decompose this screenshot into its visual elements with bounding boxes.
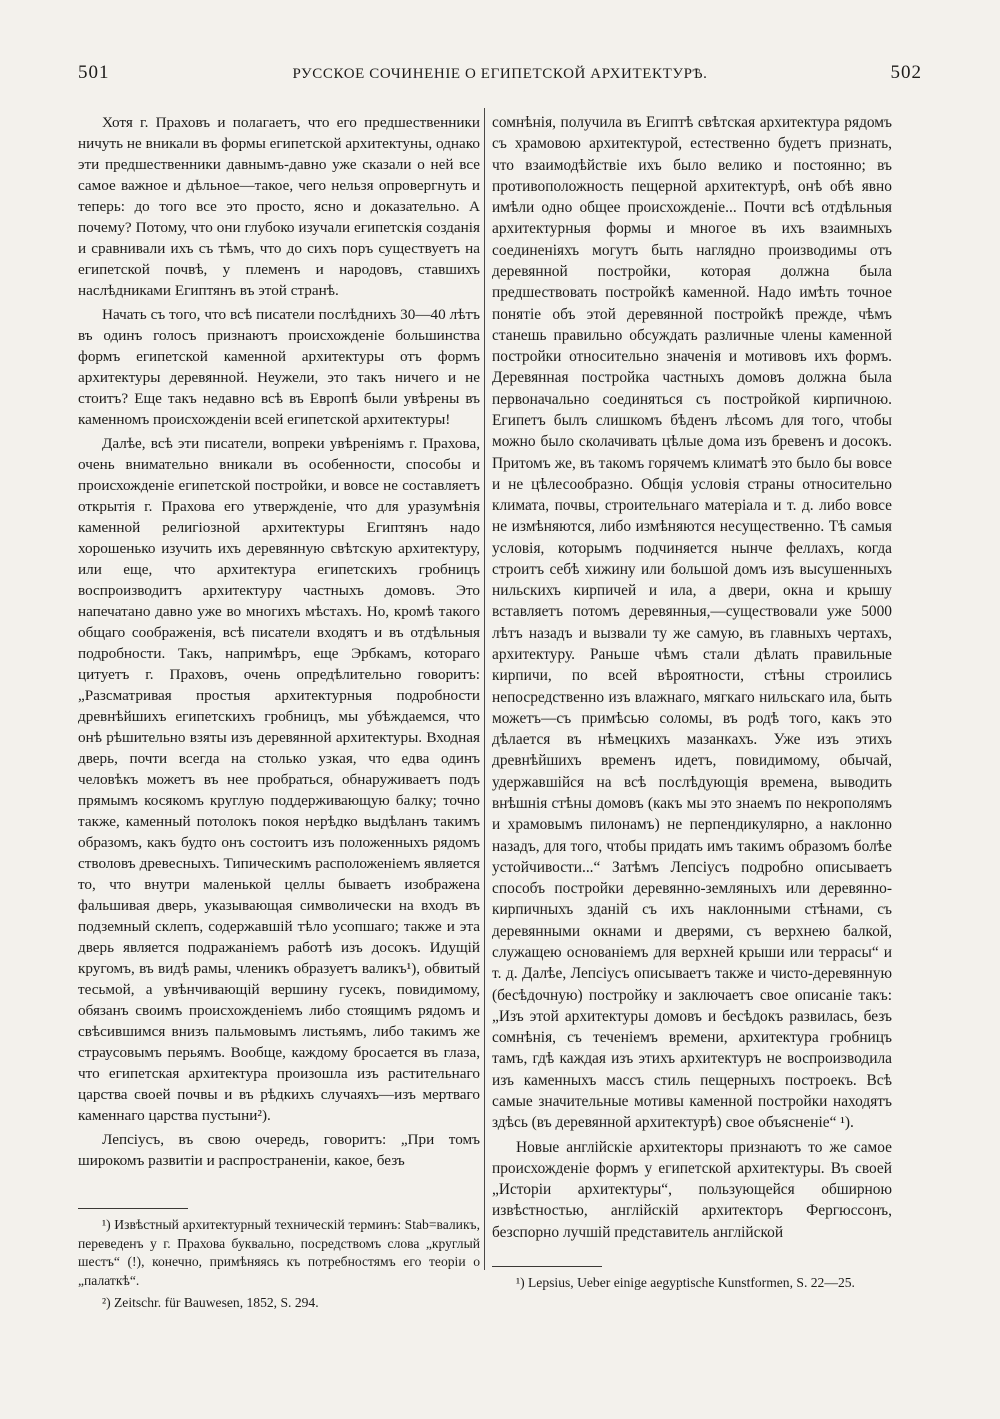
- left-footnotes: [78, 1216, 480, 1317]
- footnote: ²) Zeitschr. für Bauwesen, 1852, S. 294.: [102, 1295, 319, 1311]
- paragraph: Далѣе, всѣ эти писатели, вопреки увѣреніямъ г. Прахова, очень внимательно вникали въ особенности, способы и происхожденіе египетской постройки, и вовсе не составляетъ открытія г. Прахова его утвержденіе, что для уразумѣнія каменной религіозной архитектуры Египтянъ надо хорошенько изучить ихъ деревянную свѣтскую архитектуру, или еще, что архитектура египетскихъ гробницъ воспроизводитъ архитектуру частныхъ домовъ. Это напечатано давно уже во многихъ мѣстахъ. Но, кромѣ такого общаго соображенія, всѣ писатели входятъ и въ отдѣльныя подробности. Такъ, напримѣръ, еще Эрбкамъ, котораго цитуетъ г. Праховъ, очень опредѣлительно говоритъ: „Разсматривая простыя архитектурныя подробности древнѣйшихъ египетскихъ гробницъ, мы убѣждаемся, что онѣ рѣшительно взяты изъ деревянной архитектуры. Входная дверь, почти всегда на столько узкая, что едва одинъ человѣкъ можетъ въ нее пробраться, обнаруживаетъ подъ прямымъ косякомъ круглую поддерживающую балку; точно также, каменный потолокъ покоя нерѣдко выдѣланъ такимъ образомъ, какъ будто онъ состоитъ изъ положенныхъ рядомъ стволовъ древесныхъ. Типическимъ расположеніемъ является то, что внутри маленькой целлы бываетъ изображена фальшивая дверь, указывающая символически на входъ въ подземный склепъ, содержавшій тѣло усопшаго; также и эта дверь является подражаніемъ работѣ изъ досокъ. Идущій кругомъ, въ видѣ рамы, членикъ образуетъ валикъ¹), обвитый тесьмой, а увѣнчивающій вершину гусекъ, повидимому, обязанъ своимъ происхожденіемъ либо стоящимъ рядомъ и свѣсившимся внизъ пальмовымъ листьямъ, либо такимъ же страусовымъ перьямъ. Вообще, каждому бросается въ глаза, что египетская архитектура произошла изъ растительнаго царства своей почвы и въ рѣдкихъ случаяхъ—изъ мертваго каменнаго царства пустыни²).: [78, 435, 480, 1124]
- paragraph: Новые англійскіе архитекторы признаютъ то же самое происхожденіе формъ у египетской архитектуры. Въ своей „Исторіи архитектуры“, пользующейся обширною извѣстностью, англійскій архитекторъ Фергюссонъ, безспорно лучшій представитель англійской: [492, 1138, 892, 1241]
- left-column: [78, 112, 480, 1174]
- left-page-number: 501: [78, 62, 110, 83]
- footnote: ¹) Lepsius, Ueber einige aegyptische Kunstformen, S. 22—25.: [516, 1275, 855, 1290]
- column-divider: [484, 108, 485, 1270]
- paragraph: Хотя г. Праховъ и полагаетъ, что его предшественники ничуть не вникали въ формы египетской архитектуны, однако эти предшественники давнымъ-давно уже сказали о ней все самое важное и дѣльное—такое, чего нельзя опровергнуть и теперь: до того все это просто, ясно и доказательно. А почему? Потому, что они глубоко изучали египетскія созданія и сравнивали ихъ съ тѣмъ, что до сихъ поръ существуетъ на египетской почвѣ, у племенъ и народовъ, ставшихъ наслѣдниками Египтянъ въ этой странѣ.: [78, 114, 480, 299]
- footnote-rule-left: [78, 1208, 188, 1209]
- page-header: [78, 62, 922, 90]
- paragraph: сомнѣнія, получила въ Египтѣ свѣтская архитектура рядомъ съ храмовою архитектурой, естественно будетъ признать, что взаимодѣйствіе ихъ было велико и постоянно; въ противоположность пещерной архитектурѣ, онѣ обѣ явно имѣли одно общее происхожденіе... Почти всѣ отдѣльныя архитектурныя формы и многое въ ихъ взаимныхъ соединеніяхъ могутъ быть наглядно производимы отъ деревянной постройки, которая должна была предшествовать постройкѣ каменной. Надо имѣть точное понятіе объ этой деревянной постройкѣ прежде, чѣмъ станешь правильно обсуждать различные члены каменной постройки относительно значенія и мотивовъ ихъ формъ. Деревянная постройка частныхъ домовъ должна была первоначально соединяться съ постройкой кирпичною. Египетъ былъ слишкомъ бѣденъ лѣсомъ для того, чтобы можно было сколачивать цѣлые дома изъ бревенъ и досокъ. Притомъ же, въ такомъ горячемъ климатѣ это было бы вовсе и не цѣлесообразно. Общія условія страны относительно климата, почвы, строительнаго матеріала и т. д. либо вовсе не измѣняются, либо измѣняются несущественно. Тѣ самыя условія, которымъ подчиняется нынче феллахъ, когда строитъ себѣ хижину или большой домъ изъ высушенныхъ нильскихъ кирпичей и ила, а двери, окна и крышу вставляетъ потомъ деревянныя,—существовали уже 5000 лѣтъ назадъ и вызвали ту же самую, въ главныхъ чертахъ, архитектуру. Раньше чѣмъ стали дѣлать правильные кирпичи, по всей вѣроятности, стѣны строились непосредственно изъ влажнаго, мягкаго нильскаго ила, быть можетъ—съ примѣсью соломы, въ родѣ того, какъ это дѣлается въ нѣмецкихъ мазанкахъ. Уже изъ этихъ древнѣйшихъ временъ идетъ, повидимому, обычай, удержавшійся на всѣ послѣдующія времена, выводить внѣшнія стѣны домовъ (какъ мы это знаемъ по некрополямъ и храмовымъ пилонамъ) не перпендикулярно, а наклонно назадъ, для того, чтобы придать имъ такимъ образомъ болѣе устойчивости...“ Затѣмъ Лепсіусъ подробно описываетъ способъ постройки деревянно-земляныхъ или деревянно-кирпичныхъ зданій съ ихъ наклонными стѣнами, съ деревянными окнами и дверями, съ верхнею балкой, служащею основаніемъ для верхней крыши или террасы“ и т. д. Далѣе, Лепсіусъ описываетъ также и чисто-деревянную (бесѣдочную) постройку и заключаетъ свое описаніе такъ: „Изъ этой архитектуры домовъ и бесѣдокъ развилась, безъ сомнѣнія, съ теченіемъ времени, архитектура гробницъ тамъ, гдѣ каждая изъ этихъ архитектуръ не воспроизводила изъ каменныхъ массъ стиль пещерныхъ построекъ. Всѣ самые значительные мотивы каменной постройки находятъ здѣсь (въ деревянной архитектурѣ) свое объясненіе“ ¹).: [492, 114, 892, 1132]
- paragraph: Лепсіусъ, въ свою очередь, говоритъ: „При томъ широкомъ развитіи и распространеніи, какое, безъ: [78, 1131, 480, 1169]
- footnote: ¹) Извѣстный архитектурный техническій терминъ: Stab=валикъ, переведенъ у г. Прахова буквально, посредствомъ слова „круглый шестъ“ (!), конечно, примѣняясь къ потребностямъ его теоріи о „палаткѣ“.: [78, 1217, 480, 1288]
- right-footnotes: [492, 1274, 892, 1297]
- running-title: РУССКОЕ СОЧИНЕНІЕ О ЕГИПЕТСКОЙ АРХИТЕКТУРѢ.: [292, 66, 708, 82]
- footnote-rule-right: [492, 1266, 602, 1267]
- right-page-number: 502: [890, 62, 922, 83]
- paragraph: Начать съ того, что всѣ писатели послѣднихъ 30—40 лѣтъ въ одинъ голосъ признаютъ происхожденіе большинства формъ египетской каменной архитектуры отъ формъ архитектуры деревянной. Неужели, это такъ ничего и не стоитъ? Еще такъ недавно всѣ въ Европѣ были увѣрены въ каменномъ происхожденіи всей египетской архитектуры!: [78, 306, 480, 428]
- right-column: [492, 112, 892, 1246]
